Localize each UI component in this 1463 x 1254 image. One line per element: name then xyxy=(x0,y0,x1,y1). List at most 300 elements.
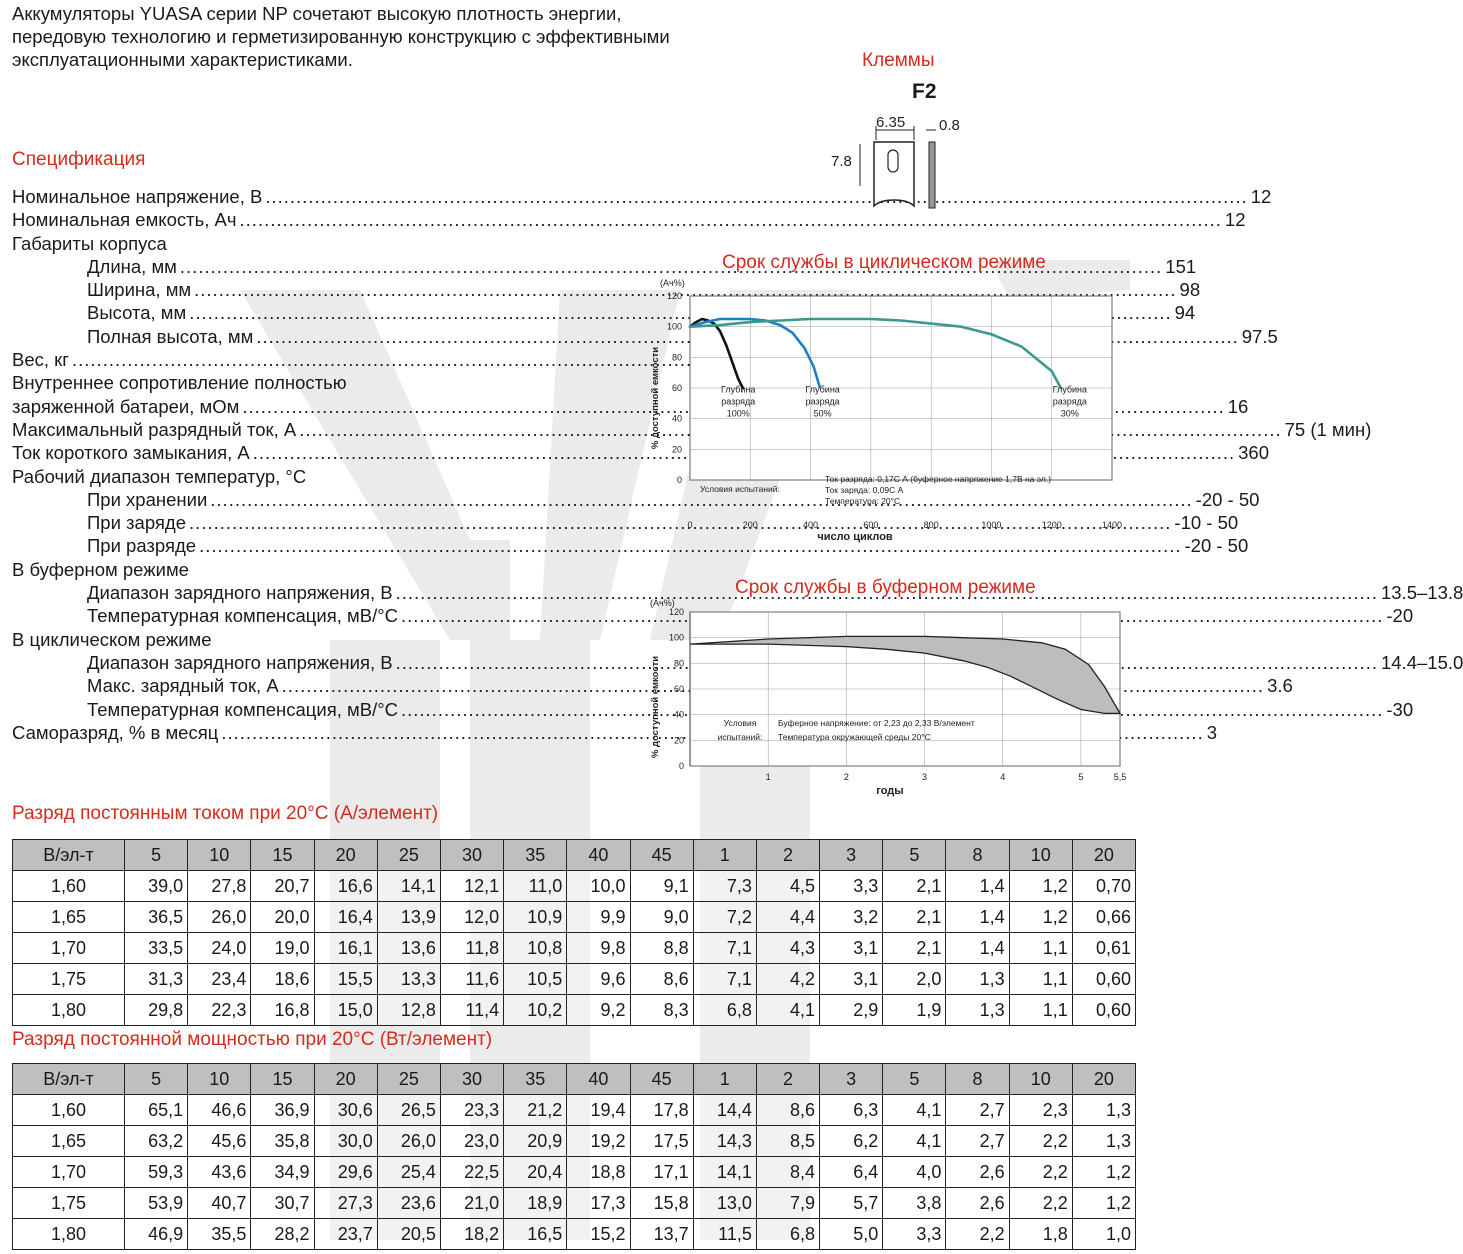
column-header: 10 xyxy=(1009,1064,1072,1095)
spec-value: 75 (1 мин) xyxy=(1284,418,1372,440)
column-header: 1 xyxy=(693,840,756,871)
table-cell: 2,0 xyxy=(883,964,946,995)
y-tick-label: 20 xyxy=(671,444,682,455)
spec-title: Спецификация xyxy=(12,149,146,170)
series-annotation: Глубина разряда 30% xyxy=(1052,384,1087,419)
float-chart-title: Срок службы в буферном режиме xyxy=(735,577,1036,598)
spec-label: Макс. зарядный ток, А xyxy=(87,675,279,697)
conditions-title: Условия испытаний: xyxy=(700,484,780,494)
spec-row xyxy=(12,349,578,372)
table-cell: 7,2 xyxy=(693,902,756,933)
table-cell: 2,1 xyxy=(883,871,946,902)
table-cell: 9,0 xyxy=(630,902,693,933)
spec-value: -10 - 50 xyxy=(1174,512,1239,534)
table-cell: 11,4 xyxy=(440,995,503,1026)
table-cell: 9,8 xyxy=(567,933,630,964)
table-cell: 0,61 xyxy=(1072,933,1135,964)
y-unit-label: (Ач%) xyxy=(650,598,675,608)
table-cell: 3,1 xyxy=(820,933,883,964)
table-cell: 2,9 xyxy=(820,995,883,1026)
spec-label: Температурная компенсация, мВ/°С xyxy=(87,698,398,720)
table-cell: 20,7 xyxy=(251,871,314,902)
table-cell: 53,9 xyxy=(125,1188,188,1219)
column-header: В/эл-т xyxy=(13,1064,125,1095)
table-cell: 8,6 xyxy=(756,1095,819,1126)
table-cell: 4,5 xyxy=(756,871,819,902)
table-row xyxy=(13,1188,1136,1219)
table-cell: 23,3 xyxy=(440,1095,503,1126)
table-cell: 4,1 xyxy=(883,1126,946,1157)
table-cell: 6,8 xyxy=(693,995,756,1026)
spec-row xyxy=(12,372,578,395)
table-cell: 2,3 xyxy=(1009,1095,1072,1126)
table-cell: 9,1 xyxy=(630,871,693,902)
table-cell: 1,2 xyxy=(1009,902,1072,933)
spec-label: В циклическом режиме xyxy=(12,628,212,650)
terminal-drawing xyxy=(826,112,960,222)
table-cell: 11,0 xyxy=(504,871,567,902)
spec-value: 16 xyxy=(1227,395,1249,417)
table-cell: 26,0 xyxy=(377,1126,440,1157)
table-cell: 30,6 xyxy=(314,1095,377,1126)
table-cell: 12,1 xyxy=(440,871,503,902)
table-cell: 20,9 xyxy=(504,1126,567,1157)
conditions-line: Ток заряда: 0,09С А xyxy=(825,485,904,495)
table-cell: 20,4 xyxy=(504,1157,567,1188)
terminal-type: F2 xyxy=(912,80,937,103)
row-voltage: 1,70 xyxy=(13,1157,125,1188)
table-row xyxy=(13,964,1136,995)
table-cell: 17,5 xyxy=(630,1126,693,1157)
dim-thickness-label: 0.8 xyxy=(939,117,960,134)
dim-height-label: 7.8 xyxy=(831,153,852,170)
column-header: 5 xyxy=(125,1064,188,1095)
table-cell: 10,0 xyxy=(567,871,630,902)
table-cell: 9,2 xyxy=(567,995,630,1026)
spec-value: 14.4–15.0 xyxy=(1380,651,1463,673)
spec-value: 3 xyxy=(1206,721,1218,743)
table-cell: 18,8 xyxy=(567,1157,630,1188)
spec-row xyxy=(12,209,1246,232)
power-table-title: Разряд постоянной мощностью при 20°С (Вт/элемент) xyxy=(12,1029,493,1050)
table-cell: 14,3 xyxy=(693,1126,756,1157)
y-axis-label: % доступной емкости xyxy=(650,346,661,450)
spec-label: Диапазон зарядного напряжения, В xyxy=(87,651,393,673)
table-cell: 19,4 xyxy=(567,1095,630,1126)
spec-label: Габариты корпуса xyxy=(12,232,167,254)
row-voltage: 1,80 xyxy=(13,1219,125,1250)
spec-value: 12 xyxy=(1250,186,1272,207)
spec-value: 97.5 xyxy=(1241,325,1278,347)
table-cell: 22,3 xyxy=(188,995,251,1026)
table-cell: 29,6 xyxy=(314,1157,377,1188)
terminal-title: Клеммы xyxy=(862,50,935,71)
column-header: 10 xyxy=(1009,840,1072,871)
table-cell: 1,1 xyxy=(1009,933,1072,964)
x-tick-label: 200 xyxy=(742,520,758,530)
table-cell: 19,0 xyxy=(251,933,314,964)
column-header: 1 xyxy=(693,1064,756,1095)
column-header: 2 xyxy=(756,1064,819,1095)
column-header: 3 xyxy=(820,840,883,871)
cycle-chart-title: Срок службы в циклическом режиме xyxy=(722,252,1046,273)
table-row xyxy=(13,1219,1136,1250)
row-voltage: 1,60 xyxy=(13,871,125,902)
table-cell: 4,3 xyxy=(756,933,819,964)
table-cell: 1,4 xyxy=(946,933,1009,964)
series-annotation: Глубина разряда 50% xyxy=(805,384,840,419)
table-cell: 16,1 xyxy=(314,933,377,964)
table-row xyxy=(13,1126,1136,1157)
table-cell: 1,3 xyxy=(1072,1126,1135,1157)
y-tick-label: 40 xyxy=(671,413,682,424)
table-cell: 1,8 xyxy=(1009,1219,1072,1250)
table-cell: 1,2 xyxy=(1072,1157,1135,1188)
spec-value: 98 xyxy=(1179,279,1201,301)
x-tick-label: 1 xyxy=(765,772,771,782)
table-cell: 10,8 xyxy=(504,933,567,964)
x-tick-label: 5 xyxy=(1078,772,1084,782)
column-header: 25 xyxy=(377,840,440,871)
column-header: 15 xyxy=(251,1064,314,1095)
column-header: 40 xyxy=(567,840,630,871)
table-cell: 1,0 xyxy=(1072,1219,1135,1250)
table-cell: 65,1 xyxy=(125,1095,188,1126)
table-cell: 1,3 xyxy=(946,964,1009,995)
column-header: 2 xyxy=(756,840,819,871)
table-cell: 2,1 xyxy=(883,933,946,964)
table-cell: 9,9 xyxy=(567,902,630,933)
table-cell: 2,1 xyxy=(883,902,946,933)
dim-width-label: 6.35 xyxy=(876,114,906,131)
table-cell: 25,4 xyxy=(377,1157,440,1188)
table-cell: 16,4 xyxy=(314,902,377,933)
spec-label: Температурная компенсация, мВ/°С xyxy=(87,605,398,627)
x-tick-label: 1200 xyxy=(1041,520,1062,530)
conditions-line: Буферное напряжение: от 2,23 до 2,33 В/элемент xyxy=(778,718,975,728)
table-cell: 13,7 xyxy=(630,1219,693,1250)
table-cell: 26,5 xyxy=(377,1095,440,1126)
current-table-title: Разряд постоянным током при 20°С (А/элемент) xyxy=(12,803,439,824)
column-header: 40 xyxy=(567,1064,630,1095)
table-cell: 36,5 xyxy=(125,902,188,933)
spec-label: В буферном режиме xyxy=(12,558,189,580)
table-cell: 5,7 xyxy=(820,1188,883,1219)
x-tick-label: 1000 xyxy=(981,520,1002,530)
table-cell: 20,5 xyxy=(377,1219,440,1250)
table-cell: 14,1 xyxy=(693,1157,756,1188)
table-cell: 7,1 xyxy=(693,964,756,995)
spec-label: Диапазон зарядного напряжения, В xyxy=(87,582,393,604)
current-discharge-table xyxy=(12,839,1136,1026)
power-discharge-table xyxy=(12,1063,1136,1250)
table-cell: 16,5 xyxy=(504,1219,567,1250)
column-header: 35 xyxy=(504,840,567,871)
table-cell: 2,2 xyxy=(1009,1126,1072,1157)
table-cell: 2,6 xyxy=(946,1188,1009,1219)
spec-value: -20 - 50 xyxy=(1195,488,1260,510)
table-cell: 22,5 xyxy=(440,1157,503,1188)
x-tick-label: 600 xyxy=(863,520,879,530)
table-cell: 34,9 xyxy=(251,1157,314,1188)
table-cell: 43,6 xyxy=(188,1157,251,1188)
table-cell: 17,3 xyxy=(567,1188,630,1219)
spec-label: Полная высота, мм xyxy=(87,325,254,347)
y-tick-label: 80 xyxy=(673,658,684,669)
x-axis-label: число циклов xyxy=(817,531,893,543)
spec-value: 12 xyxy=(1224,209,1246,231)
table-cell: 1,1 xyxy=(1009,995,1072,1026)
table-cell: 35,8 xyxy=(251,1126,314,1157)
table-cell: 6,4 xyxy=(820,1157,883,1188)
table-cell: 4,1 xyxy=(883,1095,946,1126)
spec-label: При заряде xyxy=(87,512,187,534)
row-voltage: 1,70 xyxy=(13,933,125,964)
float-life-chart xyxy=(640,592,1130,802)
cycle-life-chart xyxy=(640,274,1130,554)
table-cell: 18,6 xyxy=(251,964,314,995)
table-cell: 28,2 xyxy=(251,1219,314,1250)
table-cell: 20,0 xyxy=(251,902,314,933)
spec-row xyxy=(12,186,1272,209)
table-row xyxy=(13,871,1136,902)
table-cell: 30,7 xyxy=(251,1188,314,1219)
spec-value: 13.5–13.8 xyxy=(1380,582,1463,604)
table-cell: 13,0 xyxy=(693,1188,756,1219)
table-header-row xyxy=(13,840,1136,871)
table-cell: 1,2 xyxy=(1072,1188,1135,1219)
spec-label: Ток короткого замыкания, А xyxy=(12,442,250,464)
table-cell: 2,6 xyxy=(946,1157,1009,1188)
y-tick-label: 20 xyxy=(673,735,684,746)
y-unit-label: (Ач%) xyxy=(660,278,685,288)
table-cell: 1,4 xyxy=(946,902,1009,933)
spec-value: 151 xyxy=(1165,255,1197,277)
table-header-row xyxy=(13,1064,1136,1095)
column-header: 3 xyxy=(820,1064,883,1095)
spec-row xyxy=(12,466,578,489)
table-cell: 13,9 xyxy=(377,902,440,933)
spec-value: -20 xyxy=(1386,605,1414,627)
table-cell: 33,5 xyxy=(125,933,188,964)
table-cell: 4,0 xyxy=(883,1157,946,1188)
y-tick-label: 60 xyxy=(673,684,684,694)
table-cell: 10,5 xyxy=(504,964,567,995)
table-cell: 4,4 xyxy=(756,902,819,933)
column-header: 15 xyxy=(251,840,314,871)
table-cell: 39,0 xyxy=(125,871,188,902)
row-voltage: 1,75 xyxy=(13,1188,125,1219)
spec-value: 3.6 xyxy=(1267,675,1293,697)
y-tick-label: 0 xyxy=(678,761,684,771)
table-cell: 2,7 xyxy=(946,1126,1009,1157)
table-row xyxy=(13,1095,1136,1126)
column-header: 5 xyxy=(883,840,946,871)
spec-label: Максимальный разрядный ток, А xyxy=(12,418,297,440)
spec-label: Номинальная емкость, Ач xyxy=(12,209,237,231)
table-cell: 15,2 xyxy=(567,1219,630,1250)
table-cell: 21,2 xyxy=(504,1095,567,1126)
spec-label: Высота, мм xyxy=(87,302,187,324)
spec-row xyxy=(12,302,1196,325)
table-cell: 46,9 xyxy=(125,1219,188,1250)
column-header: 5 xyxy=(125,840,188,871)
table-cell: 9,6 xyxy=(567,964,630,995)
column-header: В/эл-т xyxy=(13,840,125,871)
column-header: 20 xyxy=(1072,840,1135,871)
column-header: 25 xyxy=(377,1064,440,1095)
spec-label: Рабочий диапазон температур, °С xyxy=(12,465,307,487)
y-tick-label: 40 xyxy=(673,709,684,720)
table-cell: 2,2 xyxy=(1009,1157,1072,1188)
spec-row xyxy=(12,233,578,256)
y-tick-label: 80 xyxy=(671,352,682,363)
table-cell: 3,8 xyxy=(883,1188,946,1219)
table-cell: 45,6 xyxy=(188,1126,251,1157)
column-header: 5 xyxy=(883,1064,946,1095)
y-tick-label: 120 xyxy=(666,291,682,301)
table-cell: 40,7 xyxy=(188,1188,251,1219)
table-cell: 8,8 xyxy=(630,933,693,964)
table-cell: 0,60 xyxy=(1072,995,1135,1026)
table-cell: 7,9 xyxy=(756,1188,819,1219)
column-header: 10 xyxy=(188,1064,251,1095)
table-cell: 23,4 xyxy=(188,964,251,995)
column-header: 35 xyxy=(504,1064,567,1095)
intro-text: Аккумуляторы YUASA серии NP сочетают высокую плотность энергии, передовую технологию и герметизированную конструкцию с эффективными эксплуатационными характеристиками. xyxy=(12,3,670,70)
table-cell: 24,0 xyxy=(188,933,251,964)
table-cell: 8,5 xyxy=(756,1126,819,1157)
table-cell: 17,1 xyxy=(630,1157,693,1188)
spec-label: Саморазряд, % в месяц xyxy=(12,721,219,743)
x-tick-label: 800 xyxy=(923,520,939,530)
table-cell: 6,2 xyxy=(820,1126,883,1157)
table-cell: 3,3 xyxy=(883,1219,946,1250)
spec-label: Длина, мм xyxy=(87,255,177,277)
column-header: 20 xyxy=(314,1064,377,1095)
row-voltage: 1,75 xyxy=(13,964,125,995)
conditions-line: Ток разряда: 0,17С А (буферное напряжение 1,7В на эл.) xyxy=(825,474,1052,484)
table-cell: 3,3 xyxy=(820,871,883,902)
spec-value: -20 - 50 xyxy=(1184,535,1249,557)
table-cell: 3,1 xyxy=(820,964,883,995)
x-tick-label: 0 xyxy=(687,520,693,530)
column-header: 20 xyxy=(314,840,377,871)
table-cell: 4,2 xyxy=(756,964,819,995)
y-tick-label: 0 xyxy=(676,475,682,485)
table-cell: 63,2 xyxy=(125,1126,188,1157)
table-cell: 11,8 xyxy=(440,933,503,964)
row-voltage: 1,60 xyxy=(13,1095,125,1126)
column-header: 30 xyxy=(440,1064,503,1095)
table-cell: 11,6 xyxy=(440,964,503,995)
table-cell: 14,4 xyxy=(693,1095,756,1126)
table-cell: 8,6 xyxy=(630,964,693,995)
spec-label: При разряде xyxy=(87,535,197,557)
table-cell: 15,8 xyxy=(630,1188,693,1219)
table-cell: 1,3 xyxy=(1072,1095,1135,1126)
spec-label: Внутреннее сопротивление полностью xyxy=(12,372,347,394)
row-voltage: 1,65 xyxy=(13,1126,125,1157)
column-header: 8 xyxy=(946,840,1009,871)
x-tick-label: 3 xyxy=(922,772,928,782)
table-cell: 7,1 xyxy=(693,933,756,964)
column-header: 30 xyxy=(440,840,503,871)
table-cell: 11,5 xyxy=(693,1219,756,1250)
conditions-line: Температура окружающей среды 20°С xyxy=(778,732,931,742)
y-axis-label: % доступной емкости xyxy=(650,655,661,759)
table-cell: 59,3 xyxy=(125,1157,188,1188)
column-header: 8 xyxy=(946,1064,1009,1095)
spec-row xyxy=(12,629,578,652)
table-cell: 3,2 xyxy=(820,902,883,933)
table-cell: 6,8 xyxy=(756,1219,819,1250)
spec-value: 360 xyxy=(1238,442,1270,464)
table-cell: 1,4 xyxy=(946,871,1009,902)
table-cell: 21,0 xyxy=(440,1188,503,1219)
column-header: 10 xyxy=(188,840,251,871)
table-row xyxy=(13,902,1136,933)
table-cell: 17,8 xyxy=(630,1095,693,1126)
table-cell: 27,8 xyxy=(188,871,251,902)
table-cell: 2,2 xyxy=(946,1219,1009,1250)
column-header: 45 xyxy=(630,1064,693,1095)
x-tick-label: 2 xyxy=(843,772,849,782)
y-tick-label: 120 xyxy=(668,607,684,617)
table-cell: 13,6 xyxy=(377,933,440,964)
table-cell: 5,0 xyxy=(820,1219,883,1250)
table-cell: 16,8 xyxy=(251,995,314,1026)
spec-value: 94 xyxy=(1174,302,1196,324)
x-tick-label: 4 xyxy=(1000,772,1006,782)
spec-value: -30 xyxy=(1386,698,1414,720)
leader-dots xyxy=(240,209,1222,231)
conditions-line: Температура: 20°С xyxy=(825,496,901,506)
x-tick-label: 5,5 xyxy=(1113,772,1127,782)
row-voltage: 1,65 xyxy=(13,902,125,933)
x-tick-label: 1400 xyxy=(1101,520,1123,530)
table-cell: 30,0 xyxy=(314,1126,377,1157)
spec-label: Ширина, мм xyxy=(87,279,192,301)
column-header: 45 xyxy=(630,840,693,871)
table-cell: 7,3 xyxy=(693,871,756,902)
table-cell: 10,9 xyxy=(504,902,567,933)
table-cell: 27,3 xyxy=(314,1188,377,1219)
table-cell: 36,9 xyxy=(251,1095,314,1126)
table-cell: 1,1 xyxy=(1009,964,1072,995)
table-row xyxy=(13,1157,1136,1188)
table-cell: 10,2 xyxy=(504,995,567,1026)
spec-label: Номинальное напряжение, В xyxy=(12,186,263,207)
table-cell: 31,3 xyxy=(125,964,188,995)
table-cell: 26,0 xyxy=(188,902,251,933)
table-row xyxy=(13,995,1136,1026)
table-cell: 15,5 xyxy=(314,964,377,995)
table-cell: 23,6 xyxy=(377,1188,440,1219)
table-cell: 23,7 xyxy=(314,1219,377,1250)
table-cell: 8,3 xyxy=(630,995,693,1026)
table-cell: 14,1 xyxy=(377,871,440,902)
table-cell: 46,6 xyxy=(188,1095,251,1126)
series-annotation: Глубина разряда 100% xyxy=(721,384,756,419)
table-cell: 8,4 xyxy=(756,1157,819,1188)
column-header: 20 xyxy=(1072,1064,1135,1095)
spec-label: При хранении xyxy=(87,488,208,510)
x-axis-label: годы xyxy=(876,785,904,797)
table-cell: 18,9 xyxy=(504,1188,567,1219)
row-voltage: 1,80 xyxy=(13,995,125,1026)
spec-row xyxy=(12,559,578,582)
